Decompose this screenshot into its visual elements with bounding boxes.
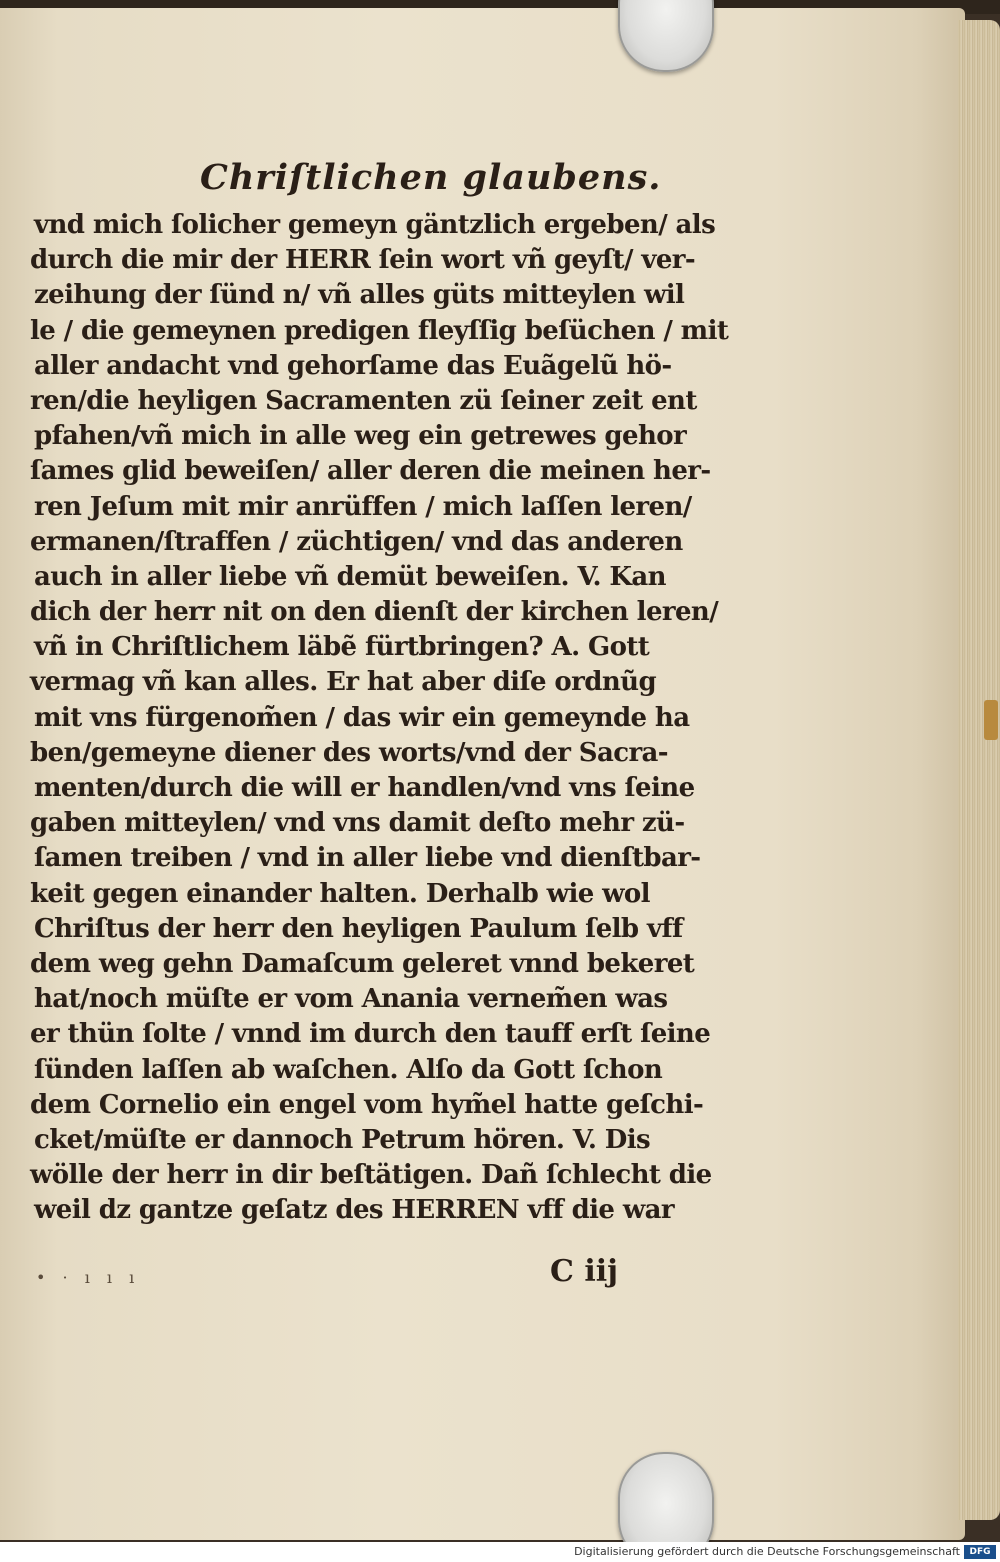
text-line: cket/müſte er dannoch Petrum hören. V. Dis xyxy=(34,1124,651,1155)
text-block xyxy=(30,148,729,1228)
running-heading: Chriſtlichen glaubens. xyxy=(200,157,662,198)
page-edges xyxy=(958,20,1000,1520)
text-line: zeihung der ſünd n/ vñ alles güts mitteylen wil xyxy=(34,280,685,311)
text-line: keit gegen einander halten. Derhalb wie wol xyxy=(30,878,650,909)
signature-mark: C iij xyxy=(550,1254,618,1289)
text-line: ſames glid beweiſen/ aller deren die meinen her- xyxy=(30,456,711,487)
text-line: aller andacht vnd gehorſame das Euãgelũ hö- xyxy=(34,350,672,381)
text-lines xyxy=(30,208,729,1228)
dfg-logo: DFG xyxy=(964,1545,996,1559)
text-line: ben/gemeyne diener des worts/vnd der Sacra- xyxy=(30,737,668,768)
text-line: mit vns fürgenom̃en / das wir ein gemeynde ha xyxy=(34,702,690,733)
footer-bar xyxy=(0,1542,1000,1562)
text-line: vnd mich ſolicher gemeyn gäntzlich ergeben/ als xyxy=(34,210,716,240)
text-line: menten/durch die will er handlen/vnd vns ſeine xyxy=(34,773,695,803)
text-line: Chriſtus der herr den heyligen Paulum ſelb vff xyxy=(34,913,683,944)
text-line: auch in aller liebe vñ demüt beweiſen. V. Kan xyxy=(34,561,666,592)
text-line: wölle der herr in dir beſtätigen. Dañ ſchlecht die xyxy=(30,1160,712,1191)
text-line: dem Cornelio ein engel vom hym̃el hatte geſchi- xyxy=(30,1089,704,1120)
text-line: ermanen/ſtraffen / züchtigen/ vnd das anderen xyxy=(30,526,683,557)
text-line: dich der herr nit on den dienſt der kirchen leren/ xyxy=(30,597,719,628)
text-line: durch die mir der HERR ſein wort vñ geyſt/ ver- xyxy=(30,245,696,276)
book-clip-bottom xyxy=(618,1452,714,1542)
text-line: weil dz gantze geſatz des HERREN vff die war xyxy=(34,1195,674,1226)
text-line: pfahen/vñ mich in alle weg ein getrewes gehor xyxy=(34,421,687,452)
text-line: dem weg gehn Damaſcum geleret vnnd bekeret xyxy=(30,948,695,979)
book-page xyxy=(0,8,965,1540)
text-line: hat/noch müſte er vom Anania vernem̃en was xyxy=(34,984,668,1015)
text-line: le / die gemeynen predigen fleyſſig beſüchen / mit xyxy=(30,315,729,346)
text-line: ren/die heyligen Sacramenten zü ſeiner zeit ent xyxy=(30,385,697,416)
catchword-marks: • · ı ı ı xyxy=(36,1268,141,1287)
text-line: ren Jeſum mit mir anrüffen / mich laſſen leren/ xyxy=(34,491,692,522)
text-line: ſünden laſſen ab waſchen. Alſo da Gott ſchon xyxy=(34,1054,663,1085)
text-line: gaben mitteylen/ vnd vns damit deſto mehr zü- xyxy=(30,808,685,839)
funding-credit: Digitalisierung gefördert durch die Deutsche Forschungsgemeinschaft xyxy=(574,1545,960,1558)
text-line: ſamen treiben / vnd in aller liebe vnd dienſtbar- xyxy=(34,843,701,874)
text-line: er thün ſolte / vnnd im durch den tauff erſt ſeine xyxy=(30,1019,711,1050)
text-line: vermag vñ kan alles. Er hat aber diſe ordnũg xyxy=(30,667,657,698)
page-marker-tab xyxy=(984,700,998,740)
text-line: vñ in Chriſtlichem läbẽ fürtbringen? A. Gott xyxy=(34,632,650,663)
